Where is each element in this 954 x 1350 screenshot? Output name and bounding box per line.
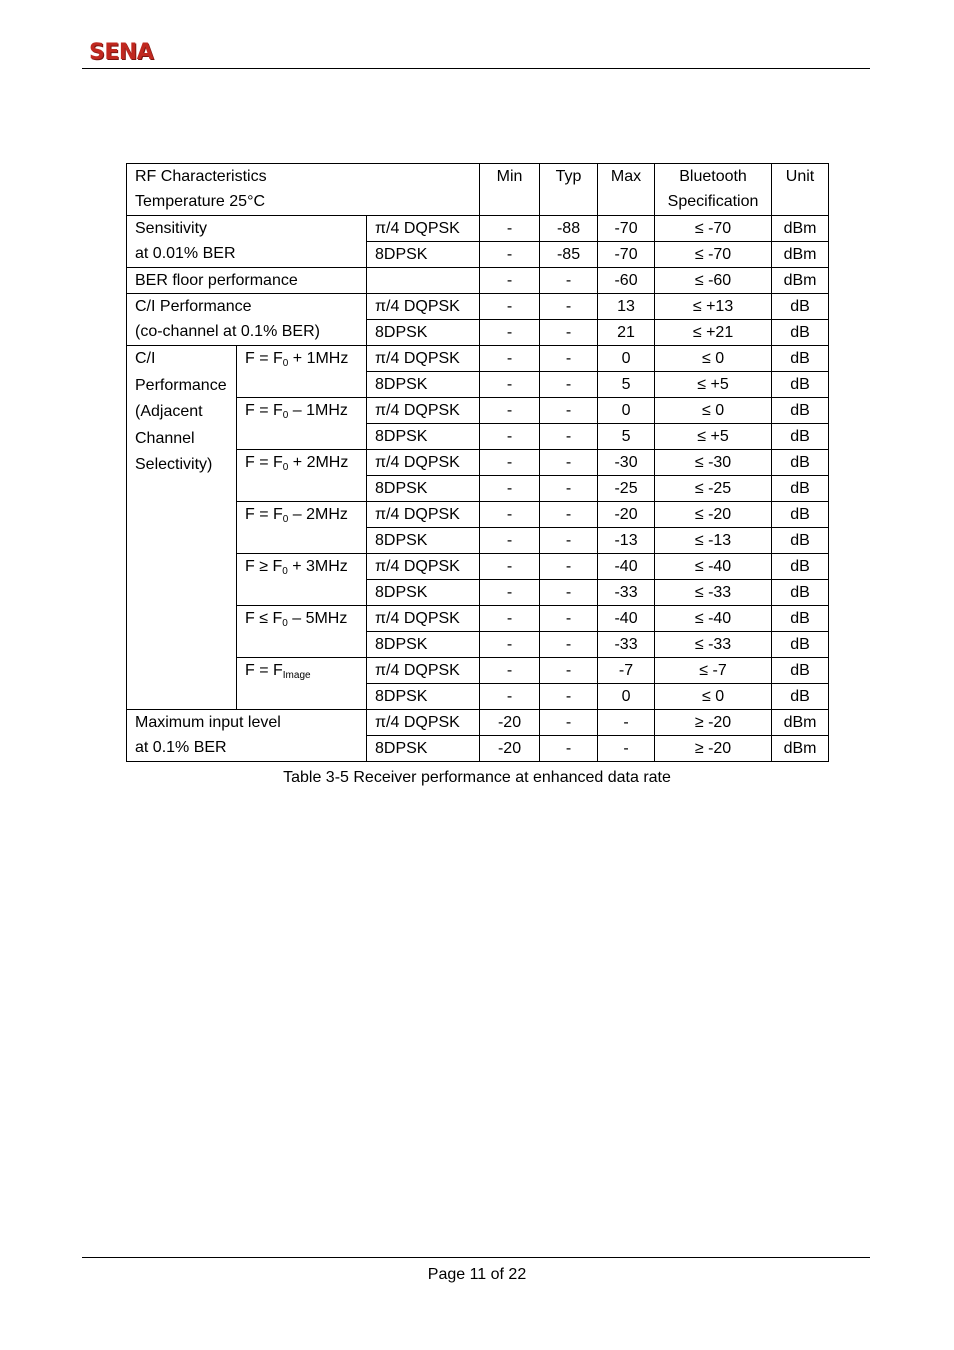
frequency-suffix: + 2MHz <box>288 454 349 471</box>
spec-cell: ≤ -70 <box>655 242 772 268</box>
unit-cell: dBm <box>772 216 829 242</box>
max-cell: -30 <box>598 450 655 476</box>
frequency-offset-cell <box>237 346 367 398</box>
header-rule <box>82 68 870 69</box>
spec-cell: ≤ 0 <box>655 684 772 710</box>
frequency-subscript: 0 <box>282 462 289 473</box>
unit-cell: dBm <box>772 242 829 268</box>
spec-cell: ≤ -40 <box>655 606 772 632</box>
modulation-cell: π/4 DQPSK <box>367 450 480 476</box>
spec-cell: ≤ -33 <box>655 580 772 606</box>
unit-cell: dBm <box>772 736 829 762</box>
modulation-cell: π/4 DQPSK <box>367 398 480 424</box>
spec-cell: ≤ +5 <box>655 424 772 450</box>
max-input-label <box>127 710 367 762</box>
modulation-cell: 8DPSK <box>367 736 480 762</box>
table-row <box>127 710 829 736</box>
min-cell: - <box>480 346 540 372</box>
footer-rule <box>82 1257 870 1258</box>
modulation-cell: π/4 DQPSK <box>367 710 480 736</box>
max-cell: -70 <box>598 242 655 268</box>
unit-cell: dB <box>772 632 829 658</box>
max-cell: 13 <box>598 294 655 320</box>
frequency-offset-cell <box>237 398 367 450</box>
max-cell: -7 <box>598 658 655 684</box>
unit-cell: dB <box>772 658 829 684</box>
ci-adjacent-label-line: Selectivity) <box>135 456 213 473</box>
min-cell: - <box>480 476 540 502</box>
min-cell: - <box>480 372 540 398</box>
max-cell: 0 <box>598 398 655 424</box>
spec-cell: ≥ -20 <box>655 736 772 762</box>
typ-cell: - <box>540 502 598 528</box>
min-cell: - <box>480 632 540 658</box>
modulation-cell: 8DPSK <box>367 372 480 398</box>
unit-cell: dB <box>772 398 829 424</box>
table-header-row <box>127 164 829 216</box>
header-max: Max <box>598 164 655 216</box>
spec-cell: ≤ 0 <box>655 398 772 424</box>
max-cell: 5 <box>598 372 655 398</box>
unit-cell: dB <box>772 450 829 476</box>
max-cell: -20 <box>598 502 655 528</box>
modulation-cell: π/4 DQPSK <box>367 216 480 242</box>
max-cell: -33 <box>598 580 655 606</box>
min-cell: - <box>480 294 540 320</box>
typ-cell: - <box>540 320 598 346</box>
table-row <box>127 268 829 294</box>
table-caption: Table 3-5 Receiver performance at enhanced data rate <box>283 769 671 786</box>
sensitivity-label-line2: at 0.01% BER <box>135 245 236 262</box>
typ-cell: - <box>540 684 598 710</box>
header-bluetooth-spec <box>655 164 772 216</box>
max-cell: -33 <box>598 632 655 658</box>
min-cell: - <box>480 320 540 346</box>
min-cell: - <box>480 424 540 450</box>
frequency-offset-cell <box>237 606 367 658</box>
typ-cell: - <box>540 658 598 684</box>
spec-cell: ≤ -20 <box>655 502 772 528</box>
header-spec-line1: Bluetooth <box>679 168 747 185</box>
max-cell: -40 <box>598 606 655 632</box>
min-cell: - <box>480 242 540 268</box>
frequency-prefix: F ≤ F <box>245 610 283 627</box>
typ-cell: - <box>540 450 598 476</box>
typ-cell: - <box>540 632 598 658</box>
min-cell: - <box>480 684 540 710</box>
header-unit: Unit <box>772 164 829 216</box>
table-row <box>127 294 829 320</box>
ci-adjacent-label-line: C/I <box>135 350 156 367</box>
header-rf-characteristics <box>127 164 480 216</box>
modulation-cell: π/4 DQPSK <box>367 554 480 580</box>
max-input-label-line2: at 0.1% BER <box>135 739 227 756</box>
spec-cell: ≤ +5 <box>655 372 772 398</box>
unit-cell: dB <box>772 606 829 632</box>
frequency-offset-cell <box>237 450 367 502</box>
min-cell: - <box>480 528 540 554</box>
modulation-cell: 8DPSK <box>367 242 480 268</box>
min-cell: - <box>480 268 540 294</box>
receiver-performance-table <box>126 163 829 762</box>
modulation-cell: 8DPSK <box>367 632 480 658</box>
typ-cell: -85 <box>540 242 598 268</box>
spec-cell: ≤ 0 <box>655 346 772 372</box>
max-cell: -60 <box>598 268 655 294</box>
frequency-suffix: + 3MHz <box>287 558 348 575</box>
ci-cochannel-label-line1: C/I Performance <box>135 298 252 315</box>
typ-cell: - <box>540 424 598 450</box>
max-cell: -40 <box>598 554 655 580</box>
min-cell: - <box>480 554 540 580</box>
frequency-subscript: 0 <box>282 358 289 369</box>
max-cell: 0 <box>598 684 655 710</box>
ci-cochannel-label-line2: (co-channel at 0.1% BER) <box>135 323 320 340</box>
frequency-prefix: F = F <box>245 402 283 419</box>
spec-cell: ≥ -20 <box>655 710 772 736</box>
spec-cell: ≤ -70 <box>655 216 772 242</box>
frequency-offset-cell <box>237 554 367 606</box>
frequency-prefix: F ≥ F <box>245 558 283 575</box>
unit-cell: dB <box>772 580 829 606</box>
modulation-cell: 8DPSK <box>367 580 480 606</box>
typ-cell: - <box>540 736 598 762</box>
max-cell: 0 <box>598 346 655 372</box>
unit-cell: dB <box>772 372 829 398</box>
frequency-prefix: F = F <box>245 454 283 471</box>
max-input-label-line1: Maximum input level <box>135 714 281 731</box>
modulation-cell: π/4 DQPSK <box>367 502 480 528</box>
max-cell: -13 <box>598 528 655 554</box>
unit-cell: dB <box>772 346 829 372</box>
unit-cell: dB <box>772 502 829 528</box>
frequency-subscript: Image <box>282 670 311 681</box>
header-typ: Typ <box>540 164 598 216</box>
frequency-subscript: 0 <box>282 514 289 525</box>
typ-cell: - <box>540 372 598 398</box>
frequency-suffix: – 1MHz <box>288 402 348 419</box>
unit-cell: dB <box>772 684 829 710</box>
unit-cell: dBm <box>772 268 829 294</box>
unit-cell: dB <box>772 528 829 554</box>
header-min: Min <box>480 164 540 216</box>
typ-cell: - <box>540 346 598 372</box>
typ-cell: - <box>540 268 598 294</box>
min-cell: - <box>480 658 540 684</box>
unit-cell: dB <box>772 476 829 502</box>
typ-cell: - <box>540 606 598 632</box>
unit-cell: dB <box>772 320 829 346</box>
max-cell: 5 <box>598 424 655 450</box>
sena-logo: SENA <box>89 40 154 65</box>
modulation-cell: 8DPSK <box>367 424 480 450</box>
typ-cell: - <box>540 294 598 320</box>
unit-cell: dB <box>772 424 829 450</box>
max-cell: - <box>598 736 655 762</box>
spec-cell: ≤ +13 <box>655 294 772 320</box>
max-cell: - <box>598 710 655 736</box>
spec-cell: ≤ -40 <box>655 554 772 580</box>
ci-adjacent-label-line: Channel <box>135 429 195 447</box>
page-number: Page 11 of 22 <box>427 1266 527 1283</box>
frequency-prefix: F = F <box>245 350 283 367</box>
typ-cell: - <box>540 476 598 502</box>
frequency-suffix: + 1MHz <box>288 350 349 367</box>
frequency-prefix: F = F <box>245 506 283 523</box>
spec-cell: ≤ -60 <box>655 268 772 294</box>
spec-cell: ≤ -25 <box>655 476 772 502</box>
max-cell: -70 <box>598 216 655 242</box>
ci-adjacent-label <box>127 346 237 710</box>
modulation-cell: 8DPSK <box>367 476 480 502</box>
frequency-offset-cell <box>237 658 367 710</box>
min-cell: - <box>480 606 540 632</box>
frequency-subscript: 0 <box>282 618 288 629</box>
header-title-line2: Temperature 25°C <box>135 193 266 210</box>
min-cell: - <box>480 450 540 476</box>
spec-cell: ≤ -33 <box>655 632 772 658</box>
spec-cell: ≤ -7 <box>655 658 772 684</box>
typ-cell: - <box>540 580 598 606</box>
modulation-cell: π/4 DQPSK <box>367 346 480 372</box>
spec-cell: ≤ -13 <box>655 528 772 554</box>
modulation-cell: 8DPSK <box>367 684 480 710</box>
frequency-suffix: – 2MHz <box>288 506 348 523</box>
modulation-cell: π/4 DQPSK <box>367 606 480 632</box>
ci-adjacent-label-line: (Adjacent <box>135 403 203 420</box>
modulation-cell: π/4 DQPSK <box>367 658 480 684</box>
max-cell: -25 <box>598 476 655 502</box>
ci-adjacent-label-line: Performance <box>135 376 227 394</box>
min-cell: -20 <box>480 710 540 736</box>
ci-cochannel-label <box>127 294 367 346</box>
frequency-subscript: 0 <box>282 566 288 577</box>
modulation-cell: 8DPSK <box>367 528 480 554</box>
header-title-line1: RF Characteristics <box>135 168 267 185</box>
min-cell: - <box>480 398 540 424</box>
unit-cell: dB <box>772 554 829 580</box>
sensitivity-label <box>127 216 367 268</box>
frequency-prefix: F = F <box>245 662 283 679</box>
frequency-subscript: 0 <box>282 410 289 421</box>
header-spec-line2: Specification <box>667 193 759 210</box>
frequency-offset-cell <box>237 502 367 554</box>
spec-cell: ≤ +21 <box>655 320 772 346</box>
typ-cell: - <box>540 398 598 424</box>
typ-cell: - <box>540 528 598 554</box>
modulation-cell: 8DPSK <box>367 320 480 346</box>
table-row <box>127 346 829 372</box>
ber-floor-label: BER floor performance <box>127 268 367 294</box>
frequency-suffix: – 5MHz <box>287 610 348 627</box>
min-cell: - <box>480 580 540 606</box>
modulation-cell <box>367 268 480 294</box>
min-cell: - <box>480 216 540 242</box>
unit-cell: dB <box>772 294 829 320</box>
typ-cell: -88 <box>540 216 598 242</box>
max-cell: 21 <box>598 320 655 346</box>
unit-cell: dBm <box>772 710 829 736</box>
spec-cell: ≤ -30 <box>655 450 772 476</box>
typ-cell: - <box>540 710 598 736</box>
modulation-cell: π/4 DQPSK <box>367 294 480 320</box>
min-cell: -20 <box>480 736 540 762</box>
sensitivity-label-line1: Sensitivity <box>135 220 208 237</box>
typ-cell: - <box>540 554 598 580</box>
table-row <box>127 216 829 242</box>
min-cell: - <box>480 502 540 528</box>
